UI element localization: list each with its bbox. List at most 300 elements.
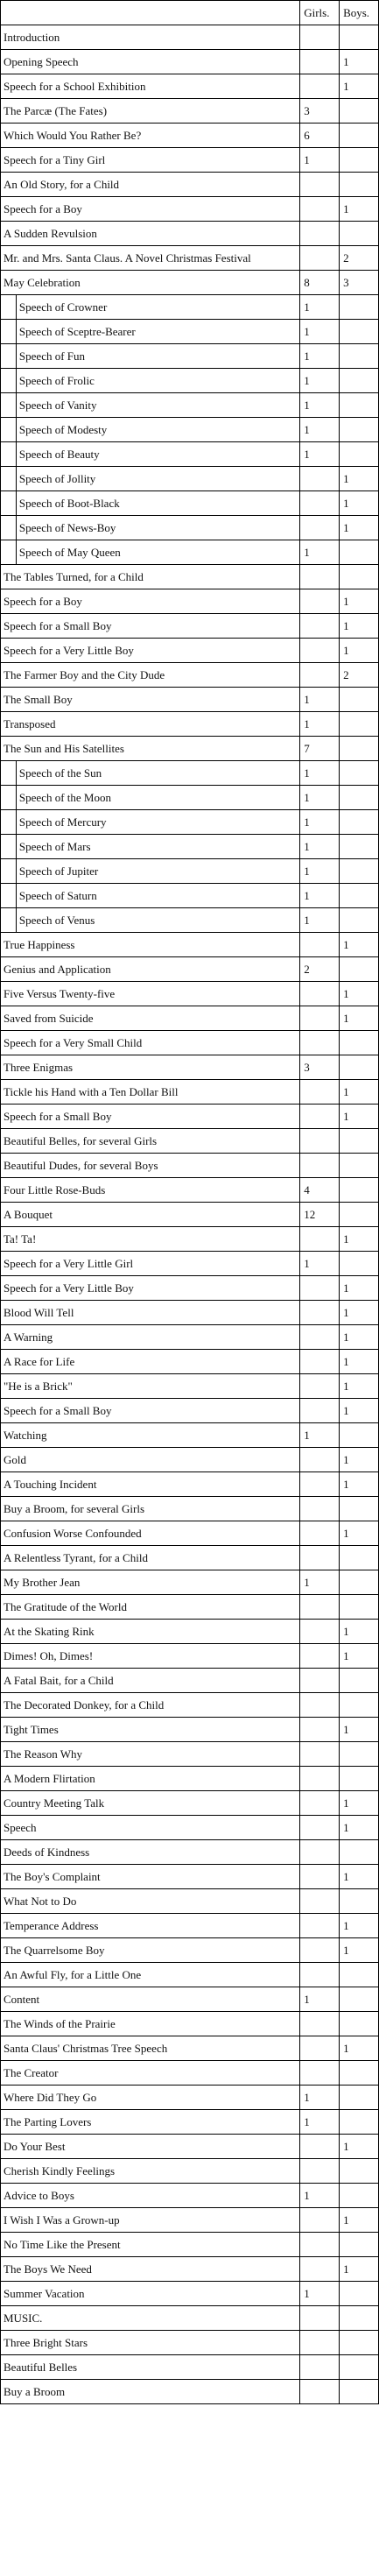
piece-title: The Creator xyxy=(1,2061,300,2086)
indent-cell xyxy=(1,295,17,320)
girls-count xyxy=(300,2233,340,2257)
boys-count xyxy=(340,99,379,124)
boys-count xyxy=(340,369,379,393)
boys-count xyxy=(340,2380,379,2404)
piece-title: Three Enigmas xyxy=(1,1055,300,1080)
piece-title: Where Did They Go xyxy=(1,2086,300,2110)
table-row xyxy=(1,1620,379,1644)
girls-count: 1 xyxy=(300,295,340,320)
table-row xyxy=(1,2012,379,2036)
piece-title: Which Would You Rather Be? xyxy=(1,124,300,148)
table-row xyxy=(1,1129,379,1154)
girls-count xyxy=(300,1669,340,1693)
girls-count xyxy=(300,2135,340,2159)
boys-count xyxy=(340,148,379,173)
table-row xyxy=(1,2282,379,2306)
piece-title: An Awful Fly, for a Little One xyxy=(1,1963,300,1987)
boys-count: 1 xyxy=(340,1227,379,1252)
boys-count: 1 xyxy=(340,2257,379,2282)
girls-count xyxy=(300,2355,340,2380)
boys-count: 1 xyxy=(340,1865,379,1889)
piece-title: Speech xyxy=(1,1816,300,1840)
piece-title: Speech of the Moon xyxy=(16,786,299,810)
table-row xyxy=(1,74,379,99)
boys-count xyxy=(340,908,379,933)
piece-title: Speech for a Very Little Boy xyxy=(1,1276,300,1301)
piece-title: Temperance Address xyxy=(1,1914,300,1938)
table-row xyxy=(1,1350,379,1374)
girls-count xyxy=(300,589,340,614)
boys-count: 1 xyxy=(340,1374,379,1399)
girls-count xyxy=(300,1374,340,1399)
table-row xyxy=(1,1399,379,1423)
piece-title: True Happiness xyxy=(1,933,300,957)
table-row xyxy=(1,2135,379,2159)
piece-title: Beautiful Dudes, for several Boys xyxy=(1,1154,300,1178)
piece-title: Blood Will Tell xyxy=(1,1301,300,1325)
piece-title: Buy a Broom, for several Girls xyxy=(1,1497,300,1521)
piece-title: A Fatal Bait, for a Child xyxy=(1,1669,300,1693)
boys-count xyxy=(340,1055,379,1080)
table-subrow xyxy=(1,786,379,810)
table-row xyxy=(1,1423,379,1448)
table-row xyxy=(1,1718,379,1742)
table-subrow xyxy=(1,835,379,859)
boys-count xyxy=(340,1840,379,1865)
girls-count: 1 xyxy=(300,835,340,859)
table-row xyxy=(1,1448,379,1472)
girls-count xyxy=(300,1031,340,1055)
piece-title: Speech of Jollity xyxy=(16,467,299,491)
table-row xyxy=(1,1840,379,1865)
boys-count: 1 xyxy=(340,1276,379,1301)
boys-count xyxy=(340,2012,379,2036)
boys-count: 1 xyxy=(340,2135,379,2159)
indent-cell xyxy=(1,761,17,786)
piece-title: The Boy's Complaint xyxy=(1,1865,300,1889)
girls-count xyxy=(300,50,340,74)
boys-count: 1 xyxy=(340,614,379,639)
indent-cell xyxy=(1,908,17,933)
girls-count xyxy=(300,74,340,99)
girls-count xyxy=(300,1620,340,1644)
piece-title: Speech of Frolic xyxy=(16,369,299,393)
girls-count: 1 xyxy=(300,688,340,712)
table-row xyxy=(1,148,379,173)
girls-count xyxy=(300,2159,340,2184)
girls-count: 1 xyxy=(300,2086,340,2110)
girls-count xyxy=(300,933,340,957)
piece-title: Speech of News-Boy xyxy=(16,516,299,540)
table-row xyxy=(1,1791,379,1816)
piece-title: Speech of Mercury xyxy=(16,810,299,835)
boys-count xyxy=(340,124,379,148)
boys-count xyxy=(340,540,379,565)
girls-count xyxy=(300,222,340,246)
piece-title: Speech of the Sun xyxy=(16,761,299,786)
girls-count: 1 xyxy=(300,908,340,933)
boys-count xyxy=(340,418,379,442)
boys-count: 1 xyxy=(340,1350,379,1374)
indent-cell xyxy=(1,540,17,565)
boys-count: 1 xyxy=(340,2036,379,2061)
girls-count xyxy=(300,1399,340,1423)
girls-count: 3 xyxy=(300,99,340,124)
boys-count xyxy=(340,1252,379,1276)
table-row xyxy=(1,1987,379,2012)
girls-count: 12 xyxy=(300,1203,340,1227)
piece-title: Speech for a Boy xyxy=(1,589,300,614)
girls-count xyxy=(300,1472,340,1497)
boys-count: 1 xyxy=(340,491,379,516)
table-row xyxy=(1,688,379,712)
table-subrow xyxy=(1,859,379,884)
boys-count: 1 xyxy=(340,516,379,540)
girls-count: 3 xyxy=(300,1055,340,1080)
table-row xyxy=(1,663,379,688)
piece-title: The Decorated Donkey, for a Child xyxy=(1,1693,300,1718)
boys-count xyxy=(340,565,379,589)
boys-count xyxy=(340,2184,379,2208)
table-row xyxy=(1,565,379,589)
girls-count xyxy=(300,1644,340,1669)
piece-title: The Quarrelsome Boy xyxy=(1,1938,300,1963)
girls-count xyxy=(300,2061,340,2086)
boys-count xyxy=(340,1423,379,1448)
boys-count: 1 xyxy=(340,197,379,222)
piece-title: Speech of Boot-Black xyxy=(16,491,299,516)
table-row xyxy=(1,1055,379,1080)
piece-title: The Farmer Boy and the City Dude xyxy=(1,663,300,688)
piece-title: A Relentless Tyrant, for a Child xyxy=(1,1546,300,1570)
piece-title: An Old Story, for a Child xyxy=(1,173,300,197)
table-row xyxy=(1,2380,379,2404)
boys-count xyxy=(340,786,379,810)
table-subrow xyxy=(1,516,379,540)
piece-title: Gold xyxy=(1,1448,300,1472)
indent-cell xyxy=(1,369,17,393)
piece-title: At the Skating Rink xyxy=(1,1620,300,1644)
table-row xyxy=(1,614,379,639)
boys-count xyxy=(340,1203,379,1227)
header-row xyxy=(1,1,379,25)
boys-count: 2 xyxy=(340,663,379,688)
piece-title: A Race for Life xyxy=(1,1350,300,1374)
girls-count xyxy=(300,1840,340,1865)
piece-title: Speech of Vanity xyxy=(16,393,299,418)
girls-count xyxy=(300,2012,340,2036)
indent-cell xyxy=(1,884,17,908)
piece-title: Watching xyxy=(1,1423,300,1448)
boys-count xyxy=(340,1546,379,1570)
piece-title: Introduction xyxy=(1,25,300,50)
piece-title: Speech of Jupiter xyxy=(16,859,299,884)
piece-title: Speech for a Small Boy xyxy=(1,1399,300,1423)
boys-count xyxy=(340,1767,379,1791)
girls-count xyxy=(300,1006,340,1031)
piece-title: Speech of Fun xyxy=(16,344,299,369)
piece-title: The Parcæ (The Fates) xyxy=(1,99,300,124)
piece-title: Summer Vacation xyxy=(1,2282,300,2306)
boys-count: 1 xyxy=(340,589,379,614)
table-subrow xyxy=(1,761,379,786)
table-row xyxy=(1,25,379,50)
table-subrow xyxy=(1,491,379,516)
boys-count xyxy=(340,2355,379,2380)
girls-count: 4 xyxy=(300,1178,340,1203)
table-row xyxy=(1,173,379,197)
piece-title: Deeds of Kindness xyxy=(1,1840,300,1865)
girls-count: 1 xyxy=(300,1987,340,2012)
girls-count xyxy=(300,1497,340,1521)
boys-count xyxy=(340,761,379,786)
table-row xyxy=(1,957,379,982)
girls-count xyxy=(300,1448,340,1472)
indent-cell xyxy=(1,320,17,344)
piece-title: Confusion Worse Confounded xyxy=(1,1521,300,1546)
boys-count: 1 xyxy=(340,1816,379,1840)
boys-count xyxy=(340,1178,379,1203)
boys-count: 1 xyxy=(340,1718,379,1742)
boys-count: 1 xyxy=(340,1006,379,1031)
boys-count xyxy=(340,1154,379,1178)
boys-count xyxy=(340,688,379,712)
boys-count: 2 xyxy=(340,246,379,271)
piece-title: Dimes! Oh, Dimes! xyxy=(1,1644,300,1669)
piece-title: Buy a Broom xyxy=(1,2380,300,2404)
girls-count: 1 xyxy=(300,2110,340,2135)
girls-count xyxy=(300,1154,340,1178)
table-row xyxy=(1,2208,379,2233)
table-row xyxy=(1,2355,379,2380)
table-subrow xyxy=(1,442,379,467)
boys-count: 1 xyxy=(340,1938,379,1963)
boys-count: 1 xyxy=(340,1914,379,1938)
table-subrow xyxy=(1,295,379,320)
table-row xyxy=(1,1963,379,1987)
indent-cell xyxy=(1,442,17,467)
piece-title: Five Versus Twenty-five xyxy=(1,982,300,1006)
girls-count xyxy=(300,614,340,639)
table-row xyxy=(1,2233,379,2257)
piece-title: Speech for a Very Small Child xyxy=(1,1031,300,1055)
table-row xyxy=(1,1914,379,1938)
girls-count xyxy=(300,467,340,491)
piece-title: Speech of Beauty xyxy=(16,442,299,467)
piece-title: Three Bright Stars xyxy=(1,2331,300,2355)
piece-title: Speech for a Very Little Boy xyxy=(1,639,300,663)
boys-count xyxy=(340,1595,379,1620)
piece-title: Speech for a Tiny Girl xyxy=(1,148,300,173)
girls-count: 2 xyxy=(300,957,340,982)
table-row xyxy=(1,1203,379,1227)
piece-title: Speech of Modesty xyxy=(16,418,299,442)
piece-title: Genius and Application xyxy=(1,957,300,982)
table-row xyxy=(1,589,379,614)
table-row xyxy=(1,2061,379,2086)
girls-count: 1 xyxy=(300,393,340,418)
piece-title: The Parting Lovers xyxy=(1,2110,300,2135)
table-row xyxy=(1,1865,379,1889)
boys-count xyxy=(340,712,379,737)
table-row xyxy=(1,737,379,761)
boys-count: 1 xyxy=(340,1399,379,1423)
boys-count: 1 xyxy=(340,1791,379,1816)
girls-count xyxy=(300,173,340,197)
girls-count xyxy=(300,1227,340,1252)
header-title-cell xyxy=(1,1,300,25)
table-subrow xyxy=(1,540,379,565)
boys-count xyxy=(340,2306,379,2331)
boys-count xyxy=(340,2159,379,2184)
table-row xyxy=(1,1301,379,1325)
piece-title: Beautiful Belles, for several Girls xyxy=(1,1129,300,1154)
piece-title: Speech of Mars xyxy=(16,835,299,859)
piece-title: A Touching Incident xyxy=(1,1472,300,1497)
piece-title: Speech for a Small Boy xyxy=(1,1105,300,1129)
table-row xyxy=(1,99,379,124)
boys-count: 1 xyxy=(340,2208,379,2233)
indent-cell xyxy=(1,516,17,540)
piece-title: Tight Times xyxy=(1,1718,300,1742)
table-row xyxy=(1,1521,379,1546)
piece-title: Speech of Venus xyxy=(16,908,299,933)
table-row xyxy=(1,1546,379,1570)
table-row xyxy=(1,2331,379,2355)
boys-count: 1 xyxy=(340,50,379,74)
girls-count xyxy=(300,1865,340,1889)
piece-title: The Reason Why xyxy=(1,1742,300,1767)
girls-count xyxy=(300,1718,340,1742)
girls-count: 1 xyxy=(300,1570,340,1595)
boys-count xyxy=(340,1963,379,1987)
girls-count xyxy=(300,1301,340,1325)
boys-count: 1 xyxy=(340,1325,379,1350)
boys-count xyxy=(340,173,379,197)
boys-count xyxy=(340,1742,379,1767)
piece-title: My Brother Jean xyxy=(1,1570,300,1595)
table-row xyxy=(1,1006,379,1031)
girls-count: 1 xyxy=(300,320,340,344)
table-row xyxy=(1,1644,379,1669)
girls-count xyxy=(300,1546,340,1570)
boys-count xyxy=(340,1693,379,1718)
table-row xyxy=(1,712,379,737)
piece-title: Cherish Kindly Feelings xyxy=(1,2159,300,2184)
header-boys-cell: Boys. xyxy=(340,1,379,25)
girls-count: 1 xyxy=(300,810,340,835)
table-subrow xyxy=(1,418,379,442)
indent-cell xyxy=(1,344,17,369)
piece-title: I Wish I Was a Grown-up xyxy=(1,2208,300,2233)
table-row xyxy=(1,2184,379,2208)
indent-cell xyxy=(1,467,17,491)
girls-count: 6 xyxy=(300,124,340,148)
table-row xyxy=(1,1767,379,1791)
table-row xyxy=(1,197,379,222)
table-row xyxy=(1,222,379,246)
girls-count xyxy=(300,1914,340,1938)
table-row xyxy=(1,1570,379,1595)
boys-count: 1 xyxy=(340,1080,379,1105)
indent-cell xyxy=(1,418,17,442)
table-subrow xyxy=(1,467,379,491)
girls-count: 1 xyxy=(300,369,340,393)
table-row xyxy=(1,2257,379,2282)
indent-cell xyxy=(1,810,17,835)
piece-title: Beautiful Belles xyxy=(1,2355,300,2380)
table-row xyxy=(1,1889,379,1914)
piece-title: What Not to Do xyxy=(1,1889,300,1914)
girls-count xyxy=(300,1693,340,1718)
girls-count xyxy=(300,1129,340,1154)
table-row xyxy=(1,1816,379,1840)
girls-count xyxy=(300,639,340,663)
girls-count xyxy=(300,1325,340,1350)
boys-count xyxy=(340,320,379,344)
boys-count xyxy=(340,2331,379,2355)
girls-count xyxy=(300,1105,340,1129)
girls-count: 1 xyxy=(300,884,340,908)
piece-title: Country Meeting Talk xyxy=(1,1791,300,1816)
piece-title: Tickle his Hand with a Ten Dollar Bill xyxy=(1,1080,300,1105)
piece-title: A Bouquet xyxy=(1,1203,300,1227)
girls-count: 1 xyxy=(300,344,340,369)
piece-title: Speech of May Queen xyxy=(16,540,299,565)
table-row xyxy=(1,2110,379,2135)
girls-count xyxy=(300,1963,340,1987)
boys-count xyxy=(340,957,379,982)
table-row xyxy=(1,124,379,148)
boys-count xyxy=(340,2282,379,2306)
girls-count xyxy=(300,1938,340,1963)
boys-count: 1 xyxy=(340,1620,379,1644)
table-row xyxy=(1,50,379,74)
girls-count xyxy=(300,246,340,271)
table-subrow xyxy=(1,393,379,418)
boys-count xyxy=(340,835,379,859)
girls-count: 1 xyxy=(300,2184,340,2208)
girls-count: 1 xyxy=(300,2282,340,2306)
piece-title: The Sun and His Satellites xyxy=(1,737,300,761)
table-row xyxy=(1,1252,379,1276)
girls-count: 1 xyxy=(300,859,340,884)
piece-title: The Tables Turned, for a Child xyxy=(1,565,300,589)
girls-count xyxy=(300,2208,340,2233)
piece-title: Transposed xyxy=(1,712,300,737)
table-row xyxy=(1,2159,379,2184)
piece-title: The Boys We Need xyxy=(1,2257,300,2282)
table-row xyxy=(1,1276,379,1301)
boys-count: 1 xyxy=(340,74,379,99)
girls-count: 1 xyxy=(300,712,340,737)
boys-count xyxy=(340,393,379,418)
boys-count xyxy=(340,442,379,467)
boys-count xyxy=(340,884,379,908)
piece-title: A Sudden Revulsion xyxy=(1,222,300,246)
girls-count xyxy=(300,2036,340,2061)
piece-title: The Winds of the Prairie xyxy=(1,2012,300,2036)
piece-title: Saved from Suicide xyxy=(1,1006,300,1031)
girls-count xyxy=(300,1889,340,1914)
boys-count: 1 xyxy=(340,1301,379,1325)
piece-title: No Time Like the Present xyxy=(1,2233,300,2257)
girls-count xyxy=(300,2380,340,2404)
girls-count xyxy=(300,25,340,50)
boys-count xyxy=(340,2110,379,2135)
girls-count: 1 xyxy=(300,786,340,810)
table-row xyxy=(1,1178,379,1203)
